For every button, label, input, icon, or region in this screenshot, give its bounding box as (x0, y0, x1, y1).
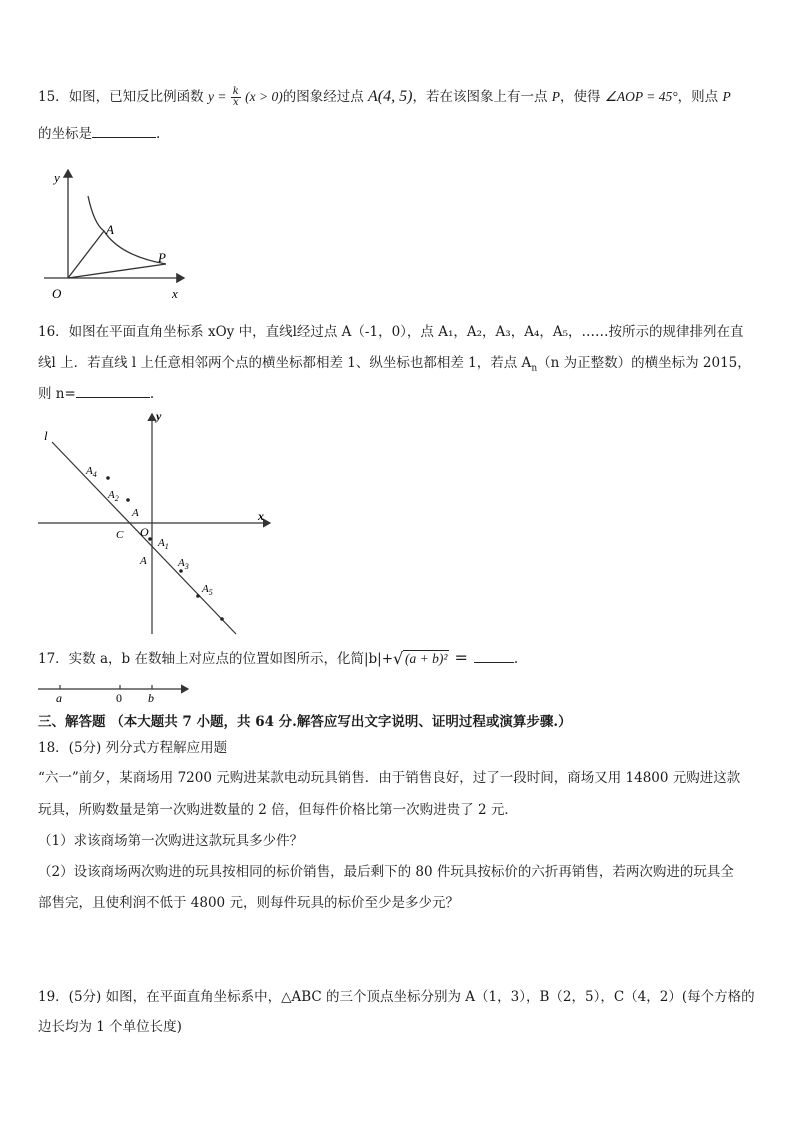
q16-figure (36, 408, 276, 640)
origin-label: O (52, 286, 62, 301)
point-a-label: A (132, 507, 139, 519)
line-l-label: l (44, 428, 48, 443)
answer-blank (474, 650, 514, 663)
q18-subquestion-1: （1）求该商场第一次购进这款玩具多少件？ (38, 833, 304, 849)
q18-paragraph-1: “六一”前夕，某商场用 7200 元购进某款电动玩具销售．由于销售良好，过了一段时间，商场又用 14800 元购进这款 (38, 770, 741, 786)
tick-a-label: a (56, 691, 62, 705)
origin-label: O (140, 525, 149, 539)
q18-title: 18．(5分) 列分式方程解应用题 (38, 740, 228, 756)
q16-line2: 线l 上．若直线 l 上任意相邻两个点的横坐标都相差 1、纵坐标也都相差 1，若点 $A_n(n$ 为正整数）的横坐标为 2015， (38, 355, 751, 374)
section-3-heading: 三、解答题 （本大题共 7 小题，共 64 分.解答应写出文字说明、证明过程或演算步骤.） (38, 714, 572, 730)
point-p-label: P (158, 250, 166, 265)
q18-subquestion-2b: 部售完，且使利润不低于 4800 元，则每件玩具的标价至少是多少元？ (38, 895, 459, 911)
q19-line2: 边长均为 1 个单位长度) (38, 1019, 182, 1035)
q18-subquestion-2a: （2）设该商场两次购进的玩具按相同的标价销售，最后剩下的 80 件玩具按标价的六折再销售，若两次购进的玩具全 (38, 864, 734, 880)
q18-paragraph-2: 玩具，所购数量是第一次购进数量的 2 倍，但每件价格比第一次购进贵了 2 元． (38, 802, 518, 818)
q15-line1: 15．如图，已知反比例函数 y = $\frac{k}{x}$ (x > 0)的图象经过点 A(4, 5)，若在该图象上有一点 P，使得 ∠AOP = 45°，则点 P (38, 86, 731, 108)
answer-blank (76, 385, 150, 398)
point-a4-label: $A_4$ (86, 465, 97, 479)
point-a5-label: $A_5$ (202, 583, 213, 597)
point-a1-label: $A_1$ (158, 537, 169, 551)
x-label: x (258, 509, 264, 523)
y-label: y (156, 409, 162, 423)
q15-line2: 的坐标是 . (38, 126, 161, 142)
q16-line3: 则 n= . (38, 386, 155, 402)
point-a-lower-label: A (140, 555, 147, 567)
square-root: √ (a + b)² (393, 649, 448, 668)
tick-zero-label: 0 (116, 691, 122, 705)
point-a-label: A (106, 222, 114, 237)
answer-blank (92, 125, 156, 138)
fraction-k-over-x: $\frac{k}{x}$ (232, 86, 239, 108)
y-label: y (54, 170, 60, 185)
point-a2-label: $A_2$ (108, 489, 119, 503)
q15-figure (36, 164, 196, 304)
point-c-label: C (116, 529, 124, 541)
q17-line: 17．实数 a，b 在数轴上对应点的位置如图所示，化简|b|+ √ (a + b)² = . (38, 648, 519, 668)
q16-line1: 16．如图在平面直角坐标系 xOy 中，直线l经过点 A（-1，0），点 A₁，A₂，A₃，A₄，A₅，……按所示的规律排列在直 (38, 324, 744, 340)
q17-number-line (36, 676, 196, 706)
q19-line1: 19．(5分) 如图，在平面直角坐标系中，△ABC 的三个顶点坐标分别为 A（1，3），B（2，5），C（4，2）(每个方格的 (38, 989, 755, 1005)
x-label: x (172, 286, 178, 301)
point-a3-label: $A_3$ (178, 557, 189, 571)
tick-b-label: b (148, 691, 154, 705)
